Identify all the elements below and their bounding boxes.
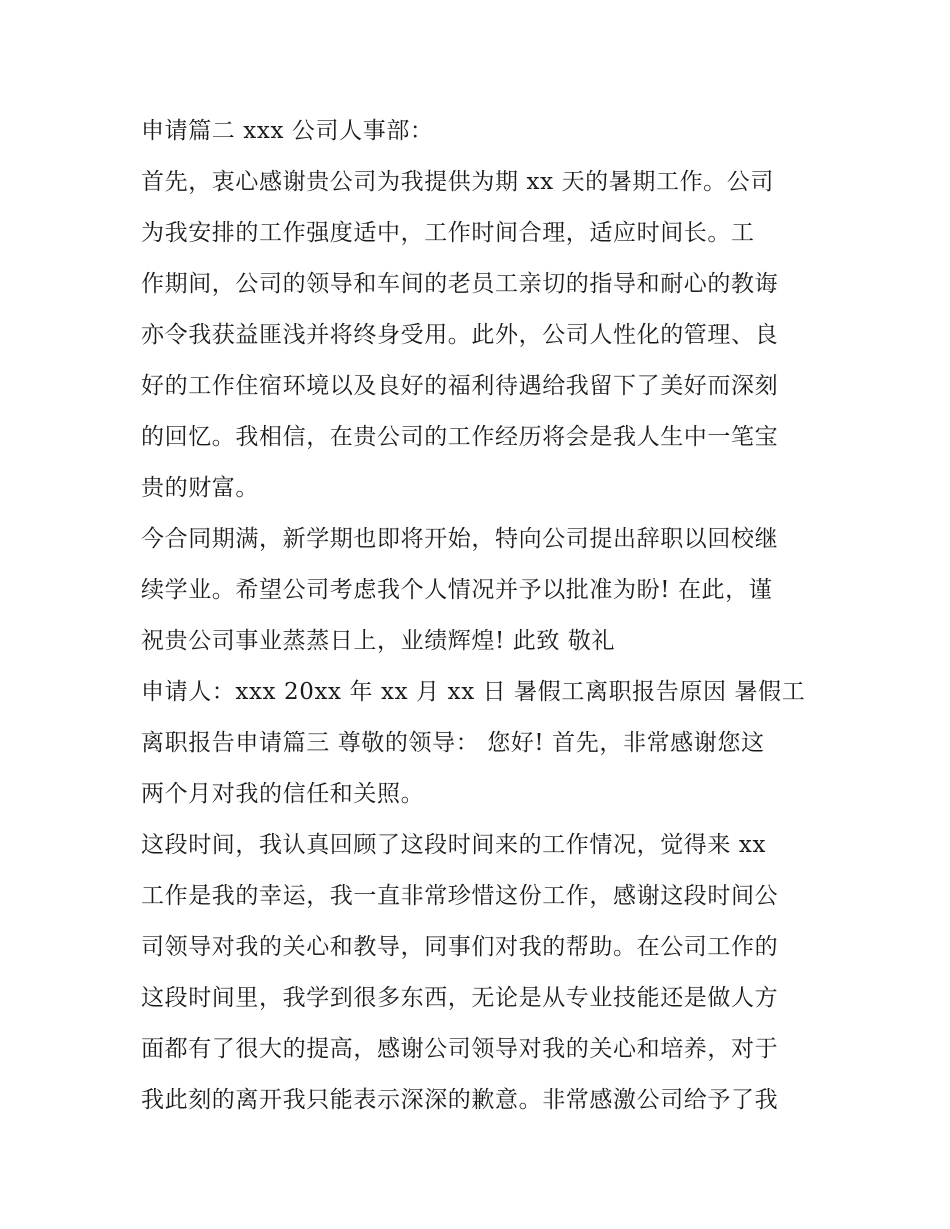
text-line: 祝贵公司事业蒸蒸日上，业绩辉煌! 此致 敬礼: [141, 628, 616, 654]
text-line: 这段时间，我认真回顾了这段时间来的工作情况，觉得来 xx: [141, 832, 767, 858]
text-line: 好的工作住宿环境以及良好的福利待遇给我留下了美好而深刻: [141, 373, 779, 399]
text-line: 今合同期满，新学期也即将开始，特向公司提出辞职以回校继: [141, 526, 779, 552]
text-line: 为我安排的工作强度适中，工作时间合理，适应时间长。工: [141, 220, 755, 246]
text-line: 作期间，公司的领导和车间的老员工亲切的指导和耐心的教诲: [141, 271, 779, 297]
text-line: 两个月对我的信任和关照。: [141, 781, 425, 807]
text-line: 离职报告申请篇三 尊敬的领导： 您好! 首先，非常感谢您这: [141, 730, 765, 756]
text-line: 的回忆。我相信，在贵公司的工作经历将会是我人生中一笔宝: [141, 424, 779, 450]
text-line: 申请人：xxx 20xx 年 xx 月 xx 日 暑假工离职报告原因 暑假工: [141, 679, 806, 705]
text-line: 工作是我的幸运，我一直非常珍惜这份工作，感谢这段时间公: [141, 883, 779, 909]
text-line: 申请篇二 xxx 公司人事部：: [141, 118, 434, 144]
text-line: 这段时间里，我学到很多东西，无论是从专业技能还是做人方: [141, 985, 779, 1011]
text-line: 续学业。希望公司考虑我个人情况并予以批准为盼! 在此，谨: [141, 577, 773, 603]
text-line: 贵的财富。: [141, 475, 259, 501]
text-line: 面都有了很大的提高，感谢公司领导对我的关心和培养，对于: [141, 1036, 779, 1062]
text-line: 司领导对我的关心和教导，同事们对我的帮助。在公司工作的: [141, 934, 779, 960]
document-body: [141, 106, 821, 1126]
text-line: 我此刻的离开我只能表示深深的歉意。非常感激公司给予了我: [141, 1087, 779, 1113]
text-line: 亦令我获益匪浅并将终身受用。此外，公司人性化的管理、良: [141, 322, 779, 348]
text-line: 首先，衷心感谢贵公司为我提供为期 xx 天的暑期工作。公司: [141, 169, 774, 195]
